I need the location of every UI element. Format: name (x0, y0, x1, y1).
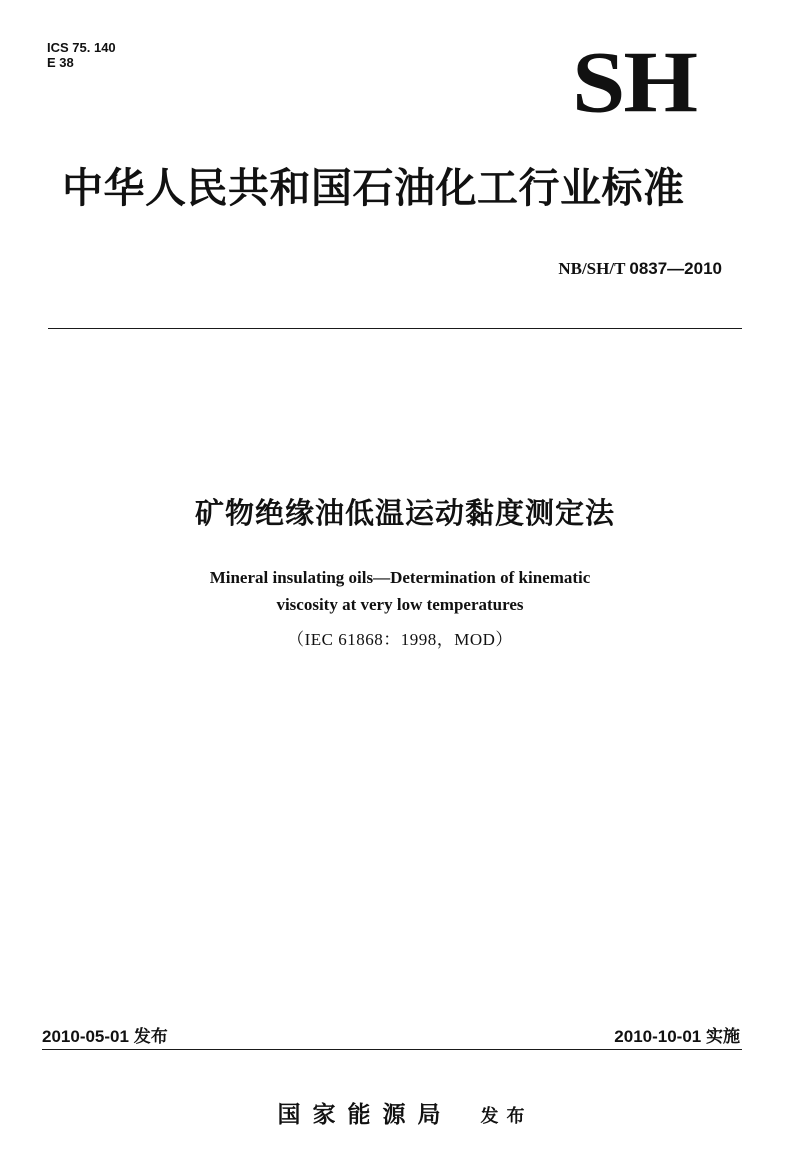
effective-date: 2010-10-01 (614, 1027, 702, 1046)
effective-label: 实施 (706, 1027, 740, 1046)
chinese-title: 矿物绝缘油低温运动黏度测定法 (194, 496, 615, 530)
publisher-line (0, 1096, 800, 1129)
standard-number-prefix: NB/SH/T (558, 259, 630, 278)
effective-date-block (614, 1022, 740, 1047)
sh-logo: SH (571, 32, 696, 131)
ccs-code: E 38 (47, 55, 74, 70)
issued-date: 2010-05-01 (42, 1027, 129, 1046)
publisher-name: 国家能源局 (277, 1102, 453, 1128)
classification-codes (47, 40, 116, 70)
standard-category-title: 中华人民共和国石油化工行业标准 (62, 164, 685, 212)
footer-divider (42, 1049, 742, 1050)
ics-code: ICS 75. 140 (47, 40, 116, 55)
english-title-line-2: viscosity at very low temperatures (276, 595, 524, 614)
standard-number (558, 259, 722, 279)
standard-number-code: 0837—2010 (629, 259, 722, 278)
english-title (0, 564, 800, 618)
publisher-action: 发布 (480, 1106, 533, 1127)
issued-date-block (42, 1022, 168, 1047)
adoption-reference: （IEC 61868：1998，MOD） (287, 630, 513, 649)
issued-label: 发布 (133, 1027, 168, 1046)
english-title-line-1: Mineral insulating oils—Determination of kinematic (209, 568, 591, 587)
header-divider (48, 328, 742, 329)
